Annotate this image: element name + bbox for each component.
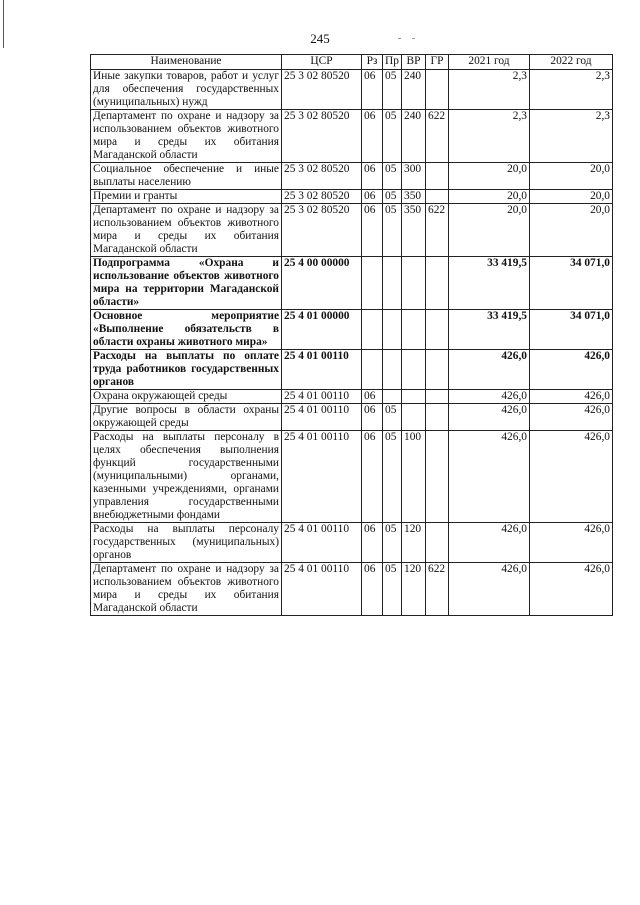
cell-pr [383,350,402,390]
cell-2022: 426,0 [530,404,613,431]
cell-gr [426,163,449,190]
cell-vr [402,350,426,390]
cell-2022: 426,0 [530,390,613,404]
cell-rz: 06 [362,110,383,163]
cell-2022: 34 071,0 [530,310,613,350]
cell-name: Департамент по охране и надзору за использованием объектов животного мира и среды их обитания Магаданской области [91,204,282,257]
table-row [91,257,613,310]
cell-2022: 426,0 [530,563,613,616]
cell-csr: 25 4 01 00110 [282,390,362,404]
table-row [91,204,613,257]
header-pr: Пр [383,55,402,70]
cell-csr: 25 4 01 00110 [282,563,362,616]
cell-2021: 426,0 [449,523,530,563]
cell-gr: 622 [426,563,449,616]
cell-name: Социальное обеспечение и иные выплаты населению [91,163,282,190]
table-body [91,70,613,616]
header-rz: Рз [362,55,383,70]
cell-gr [426,70,449,110]
cell-name: Расходы на выплаты персоналу государственных (муниципальных) органов [91,523,282,563]
header-gr: ГР [426,55,449,70]
cell-2022: 426,0 [530,350,613,390]
header-vr: ВР [402,55,426,70]
cell-2021: 426,0 [449,404,530,431]
table-row [91,404,613,431]
cell-rz: 06 [362,563,383,616]
cell-2021: 33 419,5 [449,310,530,350]
cell-csr: 25 4 01 00110 [282,523,362,563]
cell-vr [402,257,426,310]
cell-csr: 25 3 02 80520 [282,110,362,163]
cell-gr [426,431,449,523]
cell-name: Департамент по охране и надзору за использованием объектов животного мира и среды их обитания Магаданской области [91,563,282,616]
table-row [91,390,613,404]
cell-rz [362,310,383,350]
cell-name: Премии и гранты [91,190,282,204]
cell-2021: 426,0 [449,431,530,523]
cell-csr: 25 4 01 00110 [282,404,362,431]
cell-pr: 05 [383,431,402,523]
table-row [91,163,613,190]
cell-rz: 06 [362,204,383,257]
cell-rz: 06 [362,70,383,110]
cell-pr: 05 [383,523,402,563]
cell-gr [426,523,449,563]
cell-gr [426,310,449,350]
cell-vr: 100 [402,431,426,523]
cell-gr: 622 [426,110,449,163]
cell-name: Основное мероприятие «Выполнение обязательств в области охраны животного мира» [91,310,282,350]
cell-2022: 426,0 [530,523,613,563]
cell-vr: 350 [402,204,426,257]
cell-pr [383,257,402,310]
cell-pr: 05 [383,163,402,190]
cell-name: Другие вопросы в области охраны окружающей среды [91,404,282,431]
cell-csr: 25 4 00 00000 [282,257,362,310]
cell-pr [383,390,402,404]
cell-name: Подпрограмма «Охрана и использование объектов животного мира на территории Магаданской области» [91,257,282,310]
table-row [91,350,613,390]
cell-pr: 05 [383,563,402,616]
cell-2022: 34 071,0 [530,257,613,310]
cell-rz [362,257,383,310]
cell-vr: 120 [402,563,426,616]
cell-pr: 05 [383,110,402,163]
cell-rz: 06 [362,190,383,204]
cell-2021: 2,3 [449,110,530,163]
cell-rz [362,350,383,390]
page-number: 245 [310,31,330,46]
budget-table [90,54,613,616]
cell-gr [426,390,449,404]
cell-csr: 25 3 02 80520 [282,70,362,110]
header-2021: 2021 год [449,55,530,70]
cell-gr [426,257,449,310]
header-2022: 2022 год [530,55,613,70]
cell-2021: 20,0 [449,163,530,190]
cell-vr: 300 [402,163,426,190]
cell-2021: 33 419,5 [449,257,530,310]
cell-csr: 25 3 02 80520 [282,204,362,257]
cell-csr: 25 3 02 80520 [282,163,362,190]
cell-2022: 426,0 [530,431,613,523]
cell-pr: 05 [383,70,402,110]
cell-rz: 06 [362,523,383,563]
table-row [91,110,613,163]
cell-gr: 622 [426,204,449,257]
cell-2022: 20,0 [530,204,613,257]
cell-rz: 06 [362,163,383,190]
table-row [91,431,613,523]
cell-2021: 2,3 [449,70,530,110]
cell-name: Иные закупки товаров, работ и услуг для обеспечения государственных (муниципальных) нужд [91,70,282,110]
cell-name: Расходы на выплаты персоналу в целях обеспечения выполнения функций государственными (муниципальными) органами, казенными учреждениями, органами управления государственными внебюджетными фондами [91,431,282,523]
cell-2021: 426,0 [449,563,530,616]
cell-gr [426,404,449,431]
cell-csr: 25 3 02 80520 [282,190,362,204]
cell-pr [383,310,402,350]
cell-name: Расходы на выплаты по оплате труда работников государственных органов [91,350,282,390]
header-name: Наименование [91,55,282,70]
cell-csr: 25 4 01 00000 [282,310,362,350]
table-row [91,190,613,204]
cell-pr: 05 [383,190,402,204]
table-row [91,70,613,110]
header-csr: ЦСР [282,55,362,70]
cell-2021: 426,0 [449,390,530,404]
cell-2021: 20,0 [449,190,530,204]
cell-name: Департамент по охране и надзору за использованием объектов животного мира и среды их обитания Магаданской области [91,110,282,163]
cell-rz: 06 [362,404,383,431]
cell-rz: 06 [362,431,383,523]
cell-vr: 240 [402,110,426,163]
cell-2022: 2,3 [530,110,613,163]
cell-vr [402,404,426,431]
table-row [91,310,613,350]
cell-2022: 2,3 [530,70,613,110]
cell-2022: 20,0 [530,190,613,204]
cell-csr: 25 4 01 00110 [282,431,362,523]
cell-vr: 120 [402,523,426,563]
cell-2022: 20,0 [530,163,613,190]
cell-gr [426,350,449,390]
cell-gr [426,190,449,204]
cell-rz: 06 [362,390,383,404]
cell-2021: 426,0 [449,350,530,390]
cell-csr: 25 4 01 00110 [282,350,362,390]
table-row [91,523,613,563]
cell-name: Охрана окружающей среды [91,390,282,404]
cell-vr: 350 [402,190,426,204]
cell-vr [402,310,426,350]
cell-vr [402,390,426,404]
cell-pr: 05 [383,204,402,257]
table-header-row [91,55,613,70]
cell-vr: 240 [402,70,426,110]
cell-2021: 20,0 [449,204,530,257]
cell-pr: 05 [383,404,402,431]
table-row [91,563,613,616]
